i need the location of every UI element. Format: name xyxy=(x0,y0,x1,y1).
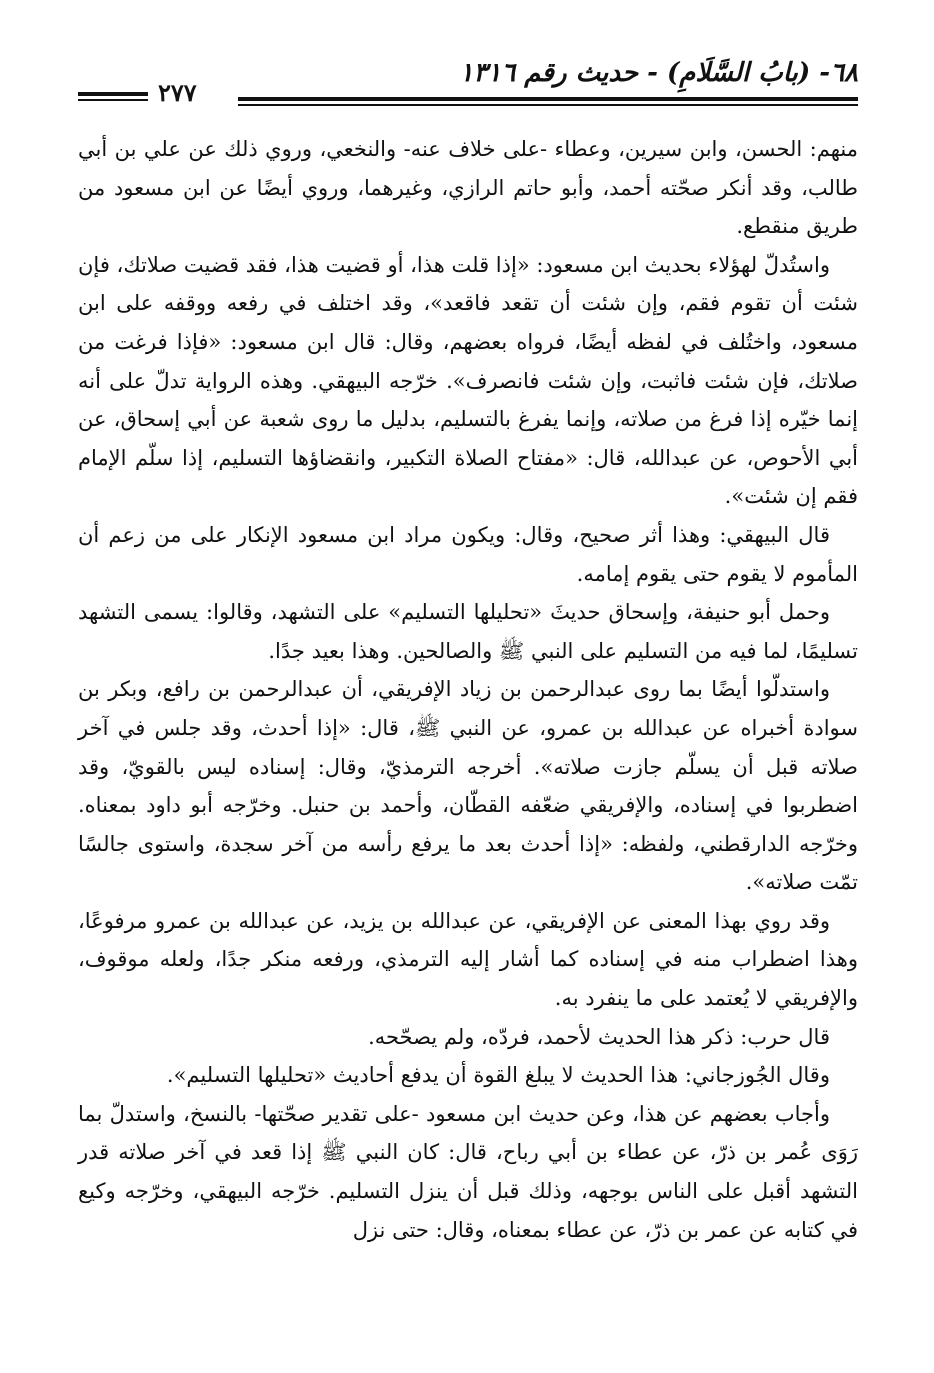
paragraph: قال حرب: ذكر هذا الحديث لأحمد، فردّه، ولم يصحّحه. xyxy=(368,1024,830,1049)
paragraph: قال البيهقي: وهذا أثر صحيح، وقال: ويكون مراد ابن مسعود الإنكار على من زعم أن المأموم لا يقوم حتى يقوم إمامه. xyxy=(78,522,858,586)
page-number: ٢٧٧ xyxy=(158,78,197,107)
paragraph: واستدلّوا أيضًا بما روى عبدالرحمن بن زياد الإفريقي، أن عبدالرحمن بن رافع، وبكر بن سوادة أخبراه عن عبدالله بن عمرو، عن النبي ﷺ، قال: «إذا أحدث، وقد جلس في آخر صلاته قبل أن يسلّم جازت صلاته». أخرجه الترمذيّ، وقال: إسناده ليس بالقويّ، وقد اضطربوا في إسناده، والإفريقي ضعّفه القطّان، وأحمد بن حنبل. وخرّجه أبو داود بمعناه. وخرّجه الدارقطني، ولفظه: «إذا أحدث بعد ما يرفع رأسه من آخر سجدة، واستوى جالسًا تمّت صلاته». xyxy=(78,677,858,895)
header-rule-right xyxy=(238,97,858,101)
paragraph: واستُدلّ لهؤلاء بحديث ابن مسعود: «إذا قلت هذا، أو قضيت هذا، فقد قضيت صلاتك، فإن شئت أن تقوم فقم، وإن شئت أن تقعد فاقعد»، وقد اختلف في رفعه ووقفه على ابن مسعود، واختُلف في لفظه أيضًا، فرواه بعضهم، وقال: قال ابن مسعود: «فإذا فرغت من صلاتك، فإن شئت فاثبت، وإن شئت فانصرف». خرّجه البيهقي. وهذه الرواية تدلّ على أنه إنما خيّره إذا فرغ من صلاته، وإنما يفرغ بالتسليم، بدليل ما روى شعبة عن أبي إسحاق، عن أبي الأحوص، عن عبدالله، قال: «مفتاح الصلاة التكبير، وانقضاؤها التسليم، إذا سلّم الإمام فقم إن شئت». xyxy=(78,252,858,509)
paragraph: وأجاب بعضهم عن هذا، وعن حديث ابن مسعود -على تقدير صحّتها- بالنسخ، واستدلّ بما رَوَى عُمر بن ذرّ، عن عطاء بن أبي رباح، قال: كان النبي ﷺ إذا قعد في آخر صلاته قدر التشهد أقبل على الناس بوجهه، وذلك قبل أن ينزل التسليم. خرّجه البيهقي، وخرّجه وكيع في كتابه عن عمر بن ذرّ، عن عطاء بمعناه، وقال: حتى نزل xyxy=(78,1101,858,1242)
header-rule-left xyxy=(78,92,148,96)
body-text xyxy=(78,130,858,1249)
running-title: ٦٨- (بابُ السَّلَامِ) - حديث رقم ١٣١٦ xyxy=(459,58,858,88)
paragraph: وقد روي بهذا المعنى عن الإفريقي، عن عبدالله بن يزيد، عن عبدالله بن عمرو مرفوعًا، وهذا اضطراب منه في إسناده كما أشار إليه الترمذي، ورفعه منكر جدًا، ولعله موقوف، والإفريقي لا يُعتمد على ما ينفرد به. xyxy=(78,908,858,1011)
paragraph: وحمل أبو حنيفة، وإسحاق حديثَ «تحليلها التسليم» على التشهد، وقالوا: يسمى التشهد تسليمًا، لما فيه من التسليم على النبي ﷺ والصالحين. وهذا بعيد جدًا. xyxy=(78,600,858,663)
header-rule-left-thin xyxy=(78,99,148,101)
paragraph: وقال الجُوزجاني: هذا الحديث لا يبلغ القوة أن يدفع أحاديث «تحليلها التسليم». xyxy=(166,1063,830,1088)
page-header xyxy=(78,56,858,108)
header-rule-right-thin xyxy=(238,104,858,106)
paragraph: منهم: الحسن، وابن سيرين، وعطاء -على خلاف عنه- والنخعي، وروي ذلك عن علي بن أبي طالب، وقد أنكر صحّته أحمد، وأبو حاتم الرازي، وغيرهما، وروي أيضًا عن ابن مسعود من طريق منقطع. xyxy=(78,137,858,239)
